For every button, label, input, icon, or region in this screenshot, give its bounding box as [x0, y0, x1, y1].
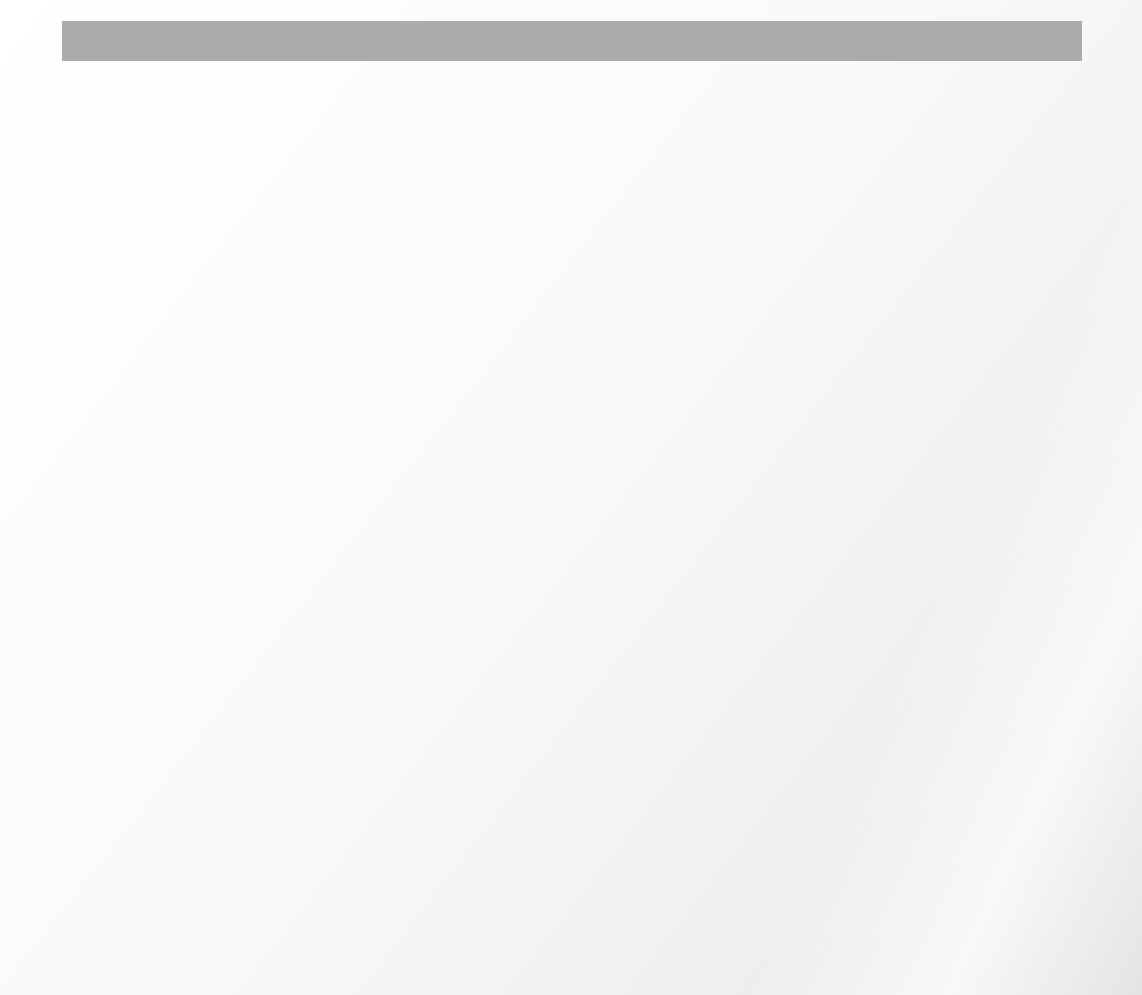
spec-table [62, 21, 1082, 64]
table-header-row [62, 21, 1082, 61]
page-sheen-decoration [722, 0, 1142, 995]
